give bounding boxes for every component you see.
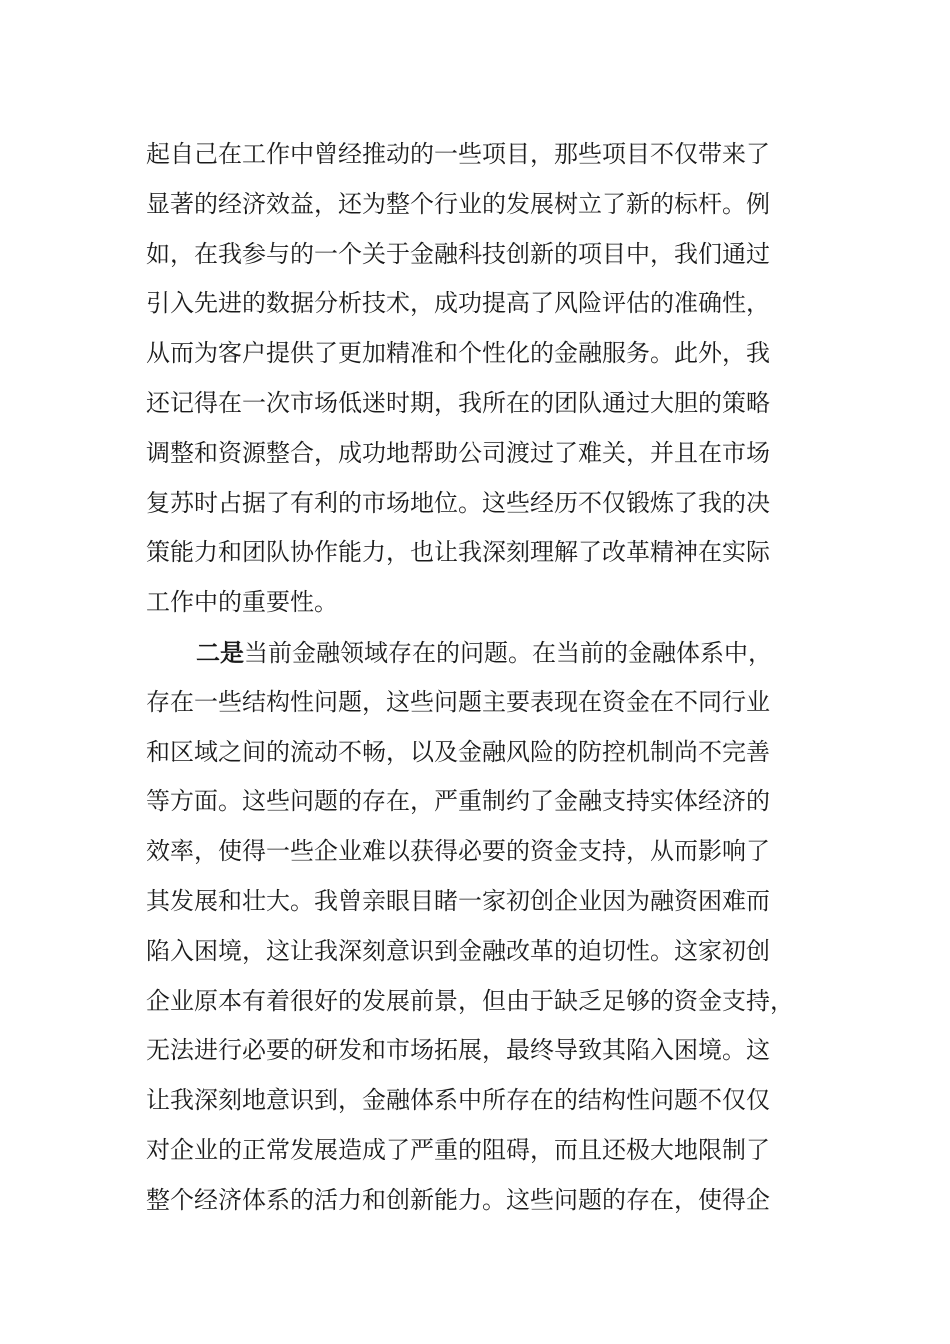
text-line: 企业原本有着很好的发展前景，但由于缺乏足够的资金支持， bbox=[146, 986, 794, 1015]
text-line: 复苏时占据了有利的市场地位。这些经历不仅锻炼了我的决 bbox=[146, 488, 770, 517]
text-line: 起自己在工作中曾经推动的一些项目，那些项目不仅带来了 bbox=[146, 140, 770, 168]
text-line: 策能力和团队协作能力，也让我深刻理解了改革精神在实际 bbox=[146, 538, 770, 567]
paragraph-2-first-line-text: 当前金融领域存在的问题。在当前的金融体系中， bbox=[244, 638, 772, 667]
text-line: 存在一些结构性问题，这些问题主要表现在资金在不同行业 bbox=[146, 687, 770, 716]
text-line: 对企业的正常发展造成了严重的阻碍，而且还极大地限制了 bbox=[146, 1135, 770, 1164]
text-line: 无法进行必要的研发和市场拓展，最终导致其陷入困境。这 bbox=[146, 1036, 770, 1065]
text-line: 工作中的重要性。 bbox=[146, 588, 338, 617]
document-body bbox=[146, 130, 806, 1226]
text-line: 调整和资源整合，成功地帮助公司渡过了难关，并且在市场 bbox=[146, 438, 770, 467]
text-line: 显著的经济效益，还为整个行业的发展树立了新的标杆。例 bbox=[146, 189, 770, 218]
paragraph-2-lead: 二是 bbox=[196, 637, 244, 667]
text-line: 让我深刻地意识到，金融体系中所存在的结构性问题不仅仅 bbox=[146, 1086, 770, 1115]
text-line: 如，在我参与的一个关于金融科技创新的项目中，我们通过 bbox=[146, 239, 770, 268]
paragraph-2 bbox=[146, 628, 806, 1226]
text-line: 和区域之间的流动不畅，以及金融风险的防控机制尚不完善 bbox=[146, 737, 770, 766]
text-line: 从而为客户提供了更加精准和个性化的金融服务。此外，我 bbox=[146, 339, 770, 368]
text-line: 还记得在一次市场低迷时期，我所在的团队通过大胆的策略 bbox=[146, 388, 770, 417]
text-line: 等方面。这些问题的存在，严重制约了金融支持实体经济的 bbox=[146, 787, 770, 816]
text-line: 引入先进的数据分析技术，成功提高了风险评估的准确性， bbox=[146, 289, 770, 318]
paragraph-1 bbox=[146, 130, 806, 628]
text-line: 效率，使得一些企业难以获得必要的资金支持，从而影响了 bbox=[146, 837, 770, 866]
text-line: 其发展和壮大。我曾亲眼目睹一家初创企业因为融资困难而 bbox=[146, 886, 770, 915]
text-line: 整个经济体系的活力和创新能力。这些问题的存在，使得企 bbox=[146, 1185, 770, 1214]
text-line: 陷入困境，这让我深刻意识到金融改革的迫切性。这家初创 bbox=[146, 936, 770, 965]
paragraph-2-first-line bbox=[146, 628, 806, 678]
